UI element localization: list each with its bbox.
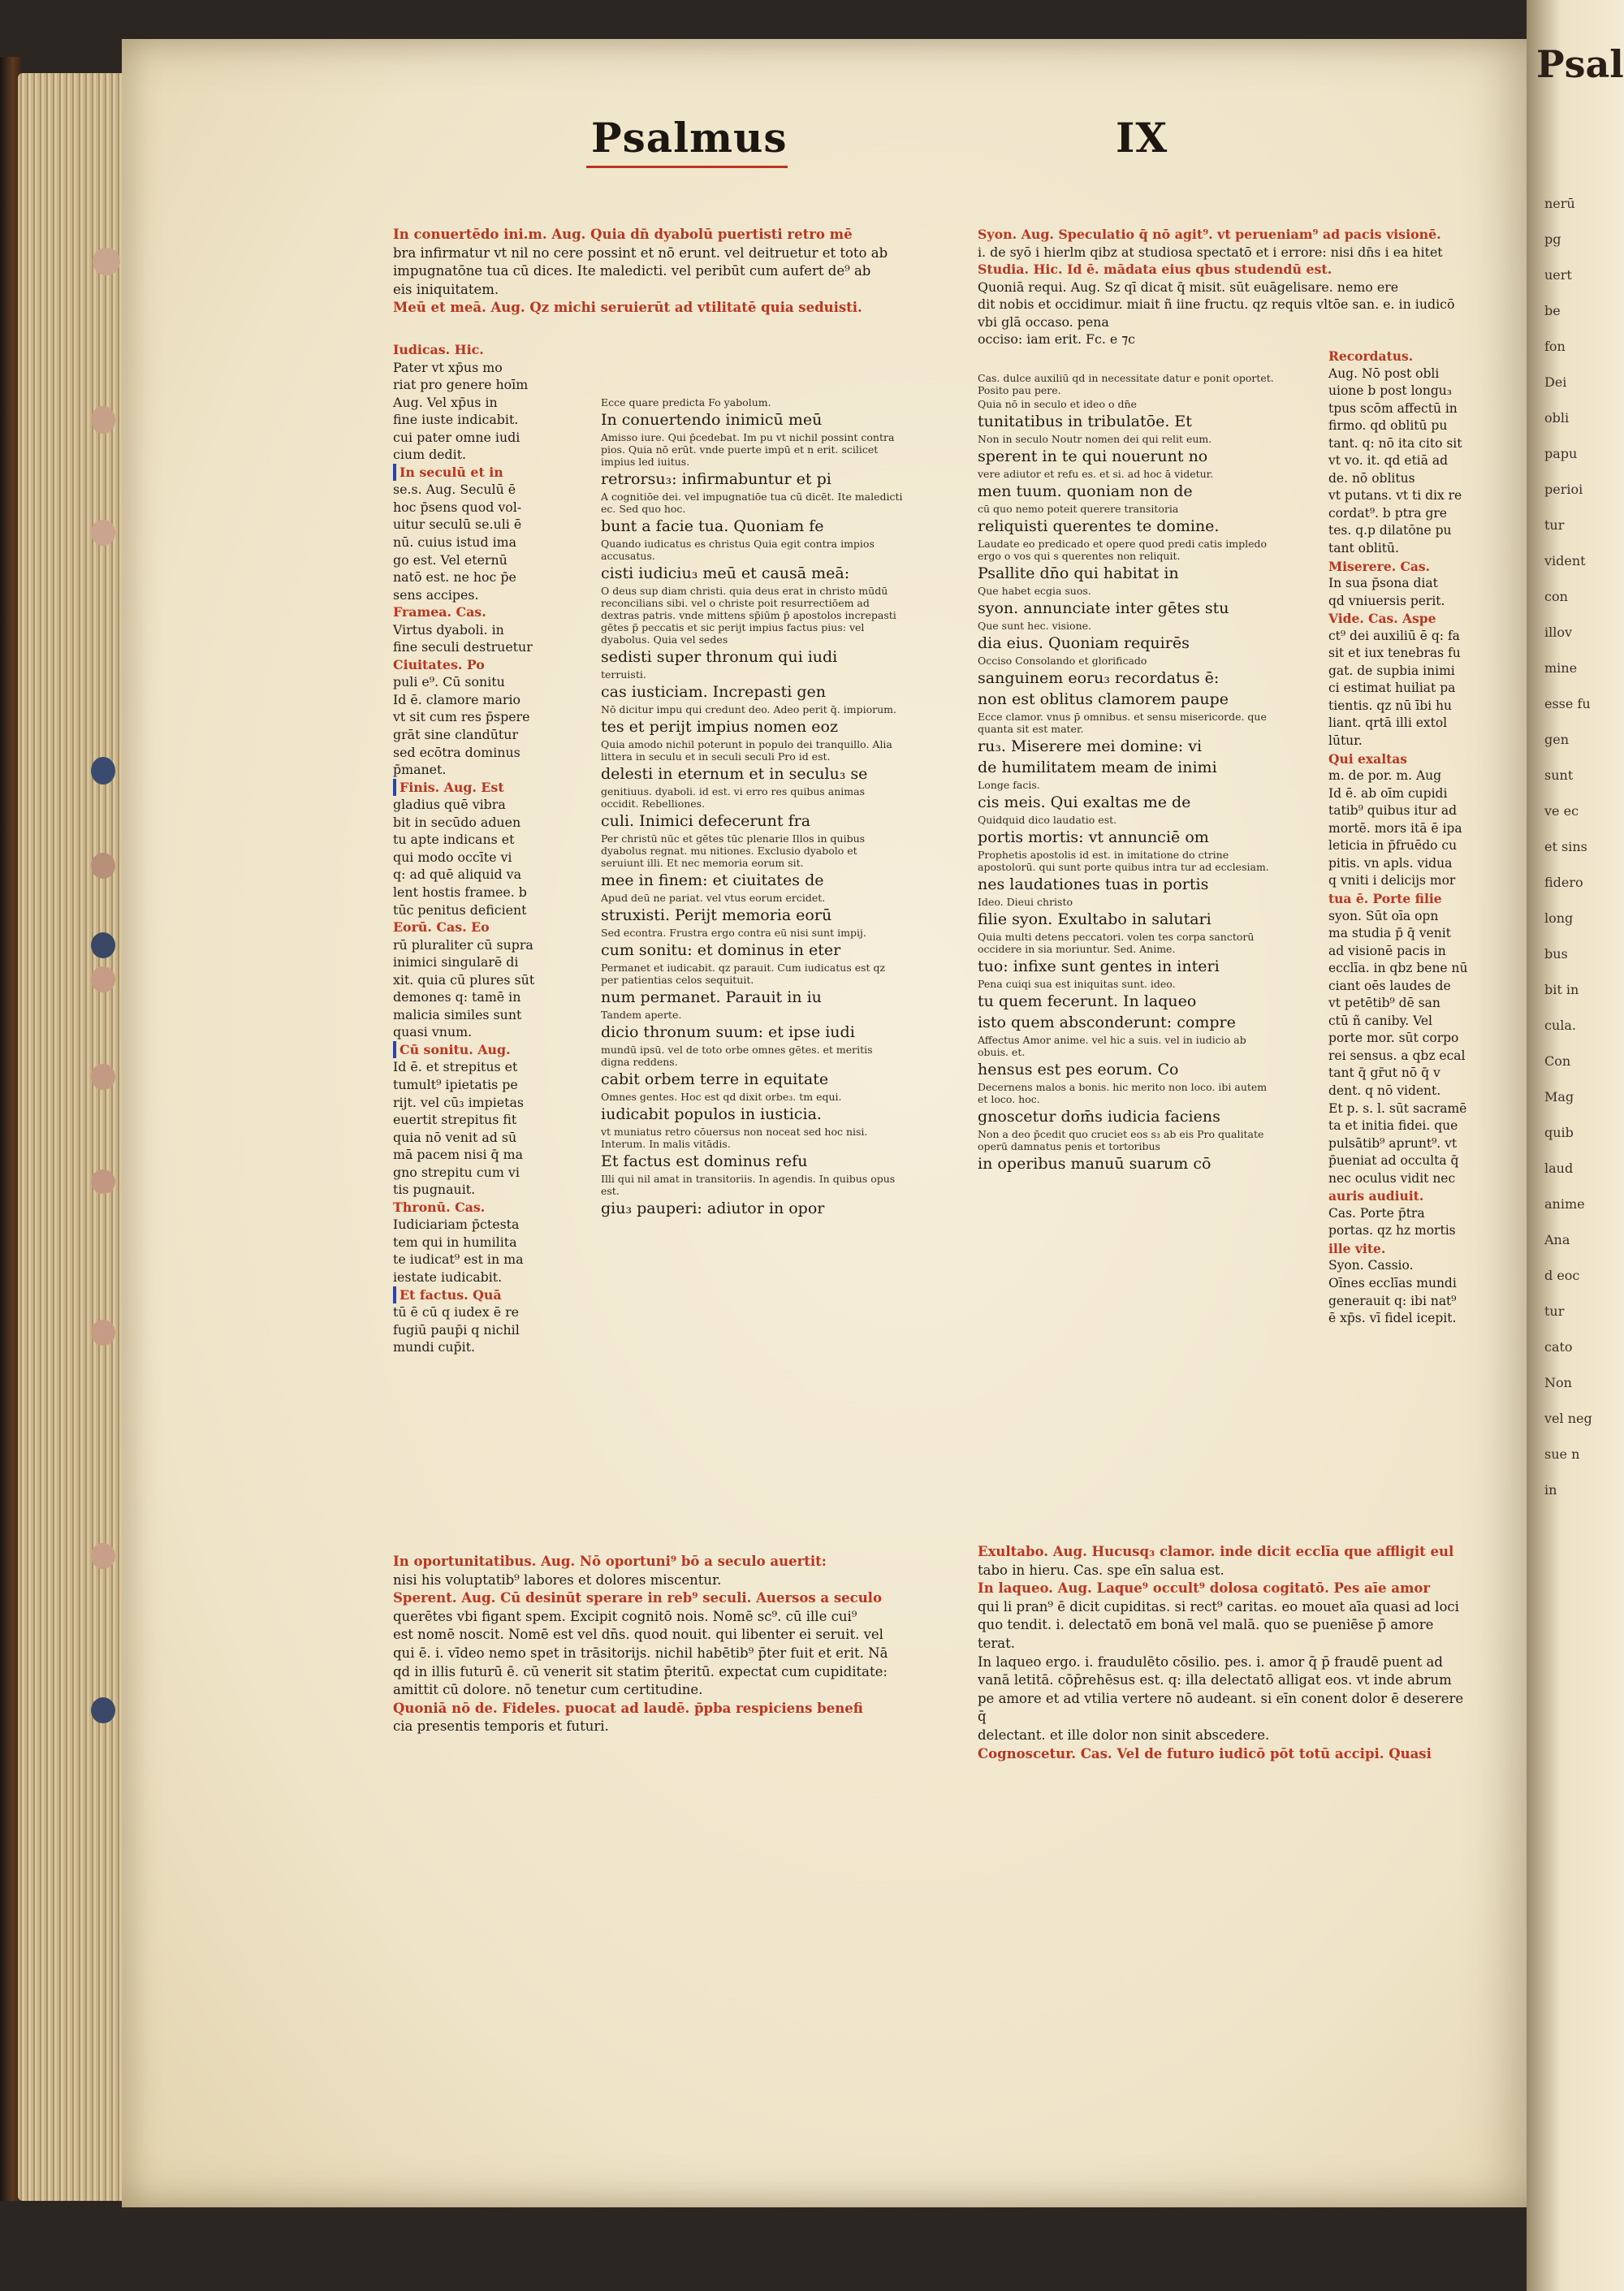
gloss-line: In seculū et in <box>393 464 555 482</box>
gloss-line: firmo. qd oblitū pu <box>1328 418 1448 434</box>
interlinear-gloss: Que habet ecgia suos. <box>978 585 1091 597</box>
interlinear-gloss: Nō dicitur impu qui credunt deo. Adeo perit q̄. impiorum. <box>601 703 896 715</box>
page-tab <box>91 932 115 958</box>
gloss-line: est nomē noscit. Nomē est vel dn̄s. quod nouit. qui libenter ei seruit. vel <box>393 1627 883 1643</box>
interlinear-gloss: A cognitiōe dei. vel impugnatiōe tua cū dicēt. Ite maledicti ec. Sed quo hoc. <box>601 491 903 515</box>
psalm-text-line: nes laudationes tuas in portis <box>978 875 1209 893</box>
page-tab <box>91 1697 115 1723</box>
next-page-fragment: Con <box>1544 1053 1571 1069</box>
next-page-fragment: cato <box>1544 1339 1573 1355</box>
interlinear-gloss: vt muniatus retro cōuersus non noceat sed hoc nisi. Interum. In malis vitādis. <box>601 1126 868 1150</box>
gloss-line: Studia. Hic. Id ē. mādata eius qbus studendū est. <box>978 262 1332 277</box>
gloss-line: fine iuste indicabit. <box>393 412 519 428</box>
psalm-text-line: iudicabit populos in iusticia. <box>601 1105 822 1123</box>
gloss-line: cium dedit. <box>393 447 467 463</box>
gloss-line: Ciuitates. Po <box>393 656 485 672</box>
gloss-line: auris audiuit. <box>1328 1188 1424 1204</box>
next-page-fragment: quib <box>1544 1125 1574 1140</box>
psalm-text-line: giu₃ pauperi: adiutor in opor <box>601 1200 825 1217</box>
gloss-line: mundi cup̄it. <box>393 1339 476 1355</box>
page-tab <box>91 966 115 992</box>
next-page-fragment: in <box>1544 1482 1557 1498</box>
next-page-fragment: vident <box>1544 553 1586 568</box>
psalm-text-line: culi. Inimici defecerunt fra <box>601 812 811 830</box>
interlinear-gloss: Omnes gentes. Hoc est qd dixit orbe₃. tm equi. <box>601 1091 842 1103</box>
gloss-line: vt sit cum res p̄spere <box>393 709 530 725</box>
gloss-line: qui ē. i. vīdeo nemo spet in trāsitorijs. nichil habētib⁹ p̄ter fuit et erit. Nā <box>393 1645 888 1661</box>
next-page-fragment: esse fu <box>1544 696 1591 711</box>
gloss-line: liant. qrtā illi extol <box>1328 715 1448 731</box>
gloss-line: pe amore et ad vtilia vertere nō audeant. si eīn conent dolor ē deserere q̄ <box>978 1690 1464 1725</box>
psalm-text-line: dia eius. Quoniam requirēs <box>978 634 1190 652</box>
gloss-line: generauit q: ibi nat⁹ <box>1328 1293 1457 1308</box>
page-tab <box>91 520 115 546</box>
gloss-line: rijt. vel cū₃ impietas <box>393 1094 525 1110</box>
gloss-line: quia nō venit ad sū <box>393 1129 517 1145</box>
gloss-line: Iudicas. Hic. <box>393 342 484 357</box>
interlinear-gloss: genitiuus. dyaboli. id est. vi erro res quibus animas occidit. Rebelliones. <box>601 785 866 810</box>
right-gloss-top <box>978 226 1475 348</box>
gloss-line: tpus scōm affectū in <box>1328 400 1458 416</box>
gloss-line: natō est. ne hoc p̄e <box>393 569 516 586</box>
gloss-line: Id ē. ab oīm cupidi <box>1328 785 1448 801</box>
gloss-line: syon. Sūt oīa opn <box>1328 908 1439 923</box>
top-left-gloss <box>393 226 913 318</box>
psalm-text-line: retrorsu₃: infirmabuntur et pi <box>601 470 831 488</box>
interlinear-gloss: Occiso Consolando et glorificado <box>978 655 1147 667</box>
gloss-line: Et factus. Quā <box>393 1286 555 1304</box>
gloss-line: nisi his voluptatib⁹ labores et dolores miscentur. <box>393 1571 722 1588</box>
psalm-text-line: bunt a facie tua. Quoniam fe <box>601 517 824 535</box>
gloss-line: q vniti i delicijs mor <box>1328 873 1456 888</box>
interlinear-gloss: mundū ipsū. vel de toto orbe omnes gētes. et meritis digna reddens. <box>601 1044 873 1068</box>
psalm-text-line: struxisti. Perijt memoria eorū <box>601 906 832 924</box>
page-tab <box>91 1543 115 1569</box>
gloss-line: xit. quia cū plures sūt <box>393 971 535 988</box>
gloss-line: tientis. qz nū ībi hu <box>1328 698 1452 713</box>
interlinear-gloss: Longe facis. <box>978 779 1040 791</box>
gloss-line: te iudicat⁹ est in ma <box>393 1251 524 1268</box>
gloss-line: de. nō oblitus <box>1328 470 1415 486</box>
page-tab <box>91 1169 115 1194</box>
psalm-text-line: isto quem absconderunt: compre <box>978 1014 1236 1031</box>
gloss-line: Cū sonitu. Aug. <box>393 1041 555 1059</box>
gloss-line: Thronū. Cas. <box>393 1199 486 1215</box>
psalm-text-line: In conuertendo inimicū meū <box>601 411 823 429</box>
psalm-text-line: Psallite dn̄o qui habitat in <box>978 564 1179 582</box>
gloss-line: Et p. s. l. sūt sacramē <box>1328 1100 1467 1116</box>
next-page-fragment: ve ec <box>1544 803 1579 819</box>
interlinear-gloss: Illi qui nil amat in transitoriis. In agendis. In quibus opus est. <box>601 1173 896 1197</box>
gloss-line: cia presentis temporis et futuri. <box>393 1718 609 1735</box>
gloss-line: cui pater omne iudi <box>393 429 520 445</box>
gloss-line: sit et iux tenebras fu <box>1328 646 1461 661</box>
psalm-text-line: men tuum. quoniam non de <box>978 482 1193 500</box>
interlinear-gloss: Ecce quare predicta Fo yabolum. <box>601 396 771 408</box>
next-page-fragment: nerū <box>1544 196 1575 211</box>
gloss-line: uione b post longu₃ <box>1328 383 1452 399</box>
interlinear-gloss: Apud deū ne pariat. vel vtus eorum ercidet. <box>601 892 826 904</box>
next-page-fragment: gen <box>1544 732 1570 747</box>
gloss-line: vt vo. it. qd etiā ad <box>1328 453 1449 469</box>
left-gloss-column <box>393 341 555 1356</box>
psalm-text-line: syon. annunciate inter gētes stu <box>978 599 1229 617</box>
psalm-text-line: cabit orbem terre in equitate <box>601 1070 829 1088</box>
gloss-line: gladius quē vibra <box>393 797 506 813</box>
gloss-line: ctū ñ caniby. Vel <box>1328 1013 1432 1028</box>
gloss-line: Finis. Aug. Est <box>393 779 555 797</box>
gloss-line: inimici singularē di <box>393 954 519 970</box>
interlinear-gloss: cū quo nemo poteit querere transitoria <box>978 503 1179 515</box>
gloss-line: dent. q nō vident. <box>1328 1083 1441 1098</box>
next-page-fragment: d eoc <box>1544 1268 1580 1283</box>
gloss-line: tant. q: nō ita cito sit <box>1328 435 1462 451</box>
gloss-line: qd vniuersis perit. <box>1328 593 1445 608</box>
interlinear-gloss: Non in seculo Noutr nomen dei qui relit eum. <box>978 433 1212 445</box>
gloss-line: fine seculi destruetur <box>393 639 533 655</box>
gloss-line: nec oculus vidit nec <box>1328 1170 1456 1186</box>
gloss-line: vt petētib⁹ dē san <box>1328 996 1440 1011</box>
gloss-line: occiso: iam erit. Fc. e ⁊c <box>978 331 1135 347</box>
next-page-fragment: laud <box>1544 1161 1574 1176</box>
gloss-line: tabo in hieru. Cas. spe eīn salua est. <box>978 1562 1224 1578</box>
page-tab <box>91 1064 115 1090</box>
gloss-line: Oīnes ecclīas mundi <box>1328 1275 1457 1290</box>
gloss-line: hoc p̄sens quod vol- <box>393 499 522 515</box>
psalm-text-line: tes et perijt impius nomen eoz <box>601 718 838 736</box>
gloss-line: Syon. Aug. Speculatio q̄ nō agit⁹. vt perueniam⁹ ad pacis visionē. <box>978 227 1441 242</box>
interlinear-text-column-1 <box>601 396 903 1220</box>
gloss-line: quasi vnum. <box>393 1024 473 1040</box>
gloss-line: pulsātib⁹ aprunt⁹. vt <box>1328 1135 1458 1151</box>
gloss-line: eis iniquitatem. <box>393 281 499 297</box>
gloss-line: Framea. Cas. <box>393 604 486 620</box>
gloss-line: Qui exaltas <box>1328 750 1408 767</box>
gloss-line: iestate iudicabit. <box>393 1269 503 1285</box>
next-page-fragment: uert <box>1544 267 1572 283</box>
next-page-edge <box>1527 0 1624 2291</box>
gloss-line: go est. Vel eternū <box>393 551 508 568</box>
bottom-right-gloss <box>978 1543 1475 1763</box>
gloss-line: Recordatus. <box>1328 348 1414 364</box>
gloss-line: tūc penitus deficient <box>393 901 527 918</box>
page-tab <box>91 1320 115 1346</box>
gloss-line: ci estimat huiliat pa <box>1328 681 1456 696</box>
gloss-line: porte mor. sūt corpo <box>1328 1031 1459 1046</box>
next-page-fragment: long <box>1544 910 1574 926</box>
psalm-text-line: sperent in te qui nouerunt no <box>978 447 1208 465</box>
next-page-fragment: be <box>1544 303 1561 318</box>
gloss-line: tū ē cū q iudex ē re <box>393 1304 519 1321</box>
gloss-line: grāt sine clandūtur <box>393 727 519 743</box>
gloss-line: tu apte indicans et <box>393 832 515 848</box>
gloss-line: tua ē. Porte filie <box>1328 890 1442 906</box>
gloss-line: Iudiciariam p̄ctesta <box>393 1217 520 1233</box>
gloss-line: pitis. vn apls. vidua <box>1328 855 1453 871</box>
psalm-text-line: tu quem fecerunt. In laqueo <box>978 992 1197 1010</box>
gloss-line: Vide. Cas. Aspe <box>1328 611 1436 627</box>
gloss-line: uitur seculū se.uli ē <box>393 517 522 533</box>
page-title: Psalmus <box>591 114 788 162</box>
psalm-text-line: cis meis. Qui exaltas me de <box>978 793 1191 811</box>
gloss-line: Sperent. Aug. Cū desinūt sperare in reb⁹ seculi. Auersos a seculo <box>393 1590 882 1606</box>
page-tab <box>91 757 115 785</box>
interlinear-gloss: Amisso iure. Qui p̄cedebat. Im pu vt nichil possint contra pios. Quia nō erūt. vnde puerte impū et n erit. scilicet impius led iuitus. <box>601 431 895 468</box>
next-page-fragment: vel neg <box>1544 1411 1592 1426</box>
next-page-fragment: Dei <box>1544 374 1567 390</box>
gloss-line: gno strepitu cum vi <box>393 1164 520 1180</box>
interlinear-gloss: vere adiutor et refu es. et si. ad hoc ā videtur. <box>978 468 1214 480</box>
psalm-text-line: filie syon. Exultabo in salutari <box>978 910 1212 928</box>
gloss-line: tem qui in humilita <box>393 1234 517 1250</box>
interlinear-gloss: Quia nō in seculo et ideo o dn̄e <box>978 398 1137 410</box>
gloss-line: euertit strepitus fit <box>393 1112 517 1128</box>
next-page-fragment: papu <box>1544 446 1578 461</box>
next-page-fragment: sue n <box>1544 1446 1580 1462</box>
gloss-line: Virtus dyaboli. in <box>393 621 504 638</box>
right-gloss-column <box>1328 348 1475 1328</box>
gloss-line: cordat⁹. b ptra gre <box>1328 505 1447 521</box>
next-page-fragment: Non <box>1544 1375 1572 1390</box>
page-edges <box>18 73 132 2201</box>
psalm-text-line: sedisti super thronum qui iudi <box>601 648 838 666</box>
gloss-line: tumult⁹ ipietatis pe <box>393 1076 518 1092</box>
gloss-line: In sua p̄sona diat <box>1328 576 1438 591</box>
gloss-line: rū pluraliter cū supra <box>393 936 533 953</box>
gloss-line: ma studia p̄ q̄ venit <box>1328 926 1451 941</box>
gloss-line: rei sensus. a qbz ecal <box>1328 1048 1466 1063</box>
gloss-line: vt putans. vt ti dix re <box>1328 488 1462 504</box>
gloss-line: lūtur. <box>1328 733 1363 749</box>
interlinear-gloss: Ideo. Dieui christo <box>978 896 1073 908</box>
psalm-text-line: Et factus est dominus refu <box>601 1152 808 1170</box>
page-number: IX <box>1116 114 1168 162</box>
gloss-line: Syon. Cassio. <box>1328 1258 1414 1273</box>
page-tab <box>91 853 115 879</box>
interlinear-gloss: Pena cuiqi sua est iniquitas sunt. ideo. <box>978 978 1176 990</box>
interlinear-gloss: terruisti. <box>601 668 646 681</box>
psalm-text-line: tunitatibus in tribulatōe. Et <box>978 413 1192 430</box>
psalm-text-line: cisti iudiciu₃ meū et causā meā: <box>601 564 850 582</box>
interlinear-gloss: Permanet et iudicabit. qz parauit. Cum iudicatus est qz per patientias celos sequituit. <box>601 962 886 986</box>
next-page-fragment: con <box>1544 589 1568 604</box>
next-page-fragment: anime <box>1544 1196 1585 1212</box>
next-page-fragment: illov <box>1544 625 1573 640</box>
gloss-line: Id ē. clamore mario <box>393 691 521 707</box>
psalm-text-line: tuo: infixe sunt gentes in interi <box>978 957 1220 975</box>
interlinear-gloss: Sed econtra. Frustra ergo contra eū nisi sunt impij. <box>601 927 866 939</box>
psalm-text-line: non est oblitus clamorem paupe <box>978 690 1229 708</box>
psalm-text-line: de humilitatem meam de inimi <box>978 759 1217 776</box>
psalm-text-line: reliquisti querentes te domine. <box>978 517 1220 535</box>
gloss-line: portas. qz hz mortis <box>1328 1223 1456 1238</box>
psalm-text-line: mee in finem: et ciuitates de <box>601 871 824 889</box>
page-tab <box>93 248 120 275</box>
psalm-text-line: portis mortis: vt annunciē om <box>978 828 1209 846</box>
gloss-line: vanā letitā. cōp̄rehēsus est. q: illa delectatō alligat eos. vt inde abrum <box>978 1672 1452 1688</box>
psalm-text-line: delesti in eternum et in seculu₃ se <box>601 765 868 783</box>
next-page-fragment: mine <box>1544 660 1578 676</box>
interlinear-gloss: Non a deo p̄cedit quo cruciet eos s₃ ab eis Pro qualitate operū damnatus penis et tortoribus <box>978 1128 1264 1152</box>
gloss-line: Eorū. Cas. Eo <box>393 919 490 936</box>
next-page-fragment: fon <box>1544 339 1566 354</box>
gloss-line: malicia similes sunt <box>393 1006 522 1022</box>
gloss-line: i. de syō i hierlm qibz at studiosa spectatō et i errore: nisi dn̄s i ea hitet <box>978 244 1443 260</box>
next-page-fragment: Ana <box>1544 1232 1570 1247</box>
gloss-line: gat. de supbia inimi <box>1328 663 1455 678</box>
next-page-fragment: Mag <box>1544 1089 1574 1104</box>
gloss-line: lent hostis framee. b <box>393 884 527 900</box>
gloss-line: q: ad quē aliquid va <box>393 867 521 883</box>
gloss-line: tes. q.p dilatōne pu <box>1328 523 1452 538</box>
gloss-line: tis pugnauit. <box>393 1182 476 1198</box>
gloss-line: sens accipes. <box>393 586 479 603</box>
psalm-text-line: gnoscetur dom̄s iudicia faciens <box>978 1108 1220 1126</box>
gloss-line: mā pacem nisi q̄ ma <box>393 1147 524 1163</box>
gloss-line: tant oblitū. <box>1328 541 1399 556</box>
gloss-line: Miserere. Cas. <box>1328 558 1430 574</box>
gloss-line: In oportunitatibus. Aug. Nō oportuni⁹ bō a seculo auertit: <box>393 1554 827 1569</box>
gloss-line: vbi glā occaso. pena <box>978 313 1109 330</box>
gloss-line: se.s. Aug. Seculū ē <box>393 482 516 498</box>
gloss-line: querētes vbi figant spem. Excipit cognitō nois. Nomē sc⁹. cū ille cui⁹ <box>393 1608 857 1624</box>
next-page-fragment: bit in <box>1544 982 1579 997</box>
next-page-fragment: et sins <box>1544 839 1587 854</box>
gloss-line: dit nobis et occidimur. miait ñ iine fructu. qz requis vltōe san. e. in iudicō <box>978 296 1455 312</box>
interlinear-gloss: Quando iudicatus es christus Quia egit contra impios accusatus. <box>601 538 875 562</box>
gloss-line: riat pro genere hoīm <box>393 377 529 393</box>
interlinear-gloss: Prophetis apostolis id est. in imitatione do ctrine apostolorū. qui sunt porte quibus intra tur ad ecclesiam. <box>978 849 1269 873</box>
next-page-fragment: fidero <box>1544 875 1583 890</box>
interlinear-gloss: Laudate eo predicado et opere quod predi catis impledo ergo o vos qui s querentes non reliquit. <box>978 538 1268 562</box>
next-page-fragment: perioi <box>1544 482 1583 497</box>
gloss-line: nū. cuius istud ima <box>393 534 517 551</box>
next-page-fragment: tur <box>1544 1303 1565 1319</box>
gloss-line: ecclīa. in qbz bene nū <box>1328 961 1468 976</box>
interlinear-gloss: Quidquid dico laudatio est. <box>978 814 1117 826</box>
psalm-text-line: hensus est pes eorum. Co <box>978 1061 1179 1078</box>
gloss-line: qui li pran⁹ ē dicit cupiditas. si rect⁹ caritas. eo mouet aīa quasi ad loci <box>978 1598 1459 1615</box>
gloss-line: bit in secūdo aduen <box>393 814 521 830</box>
gloss-line: ille vite. <box>1328 1240 1386 1256</box>
psalm-text-line: in operibus manuū suarum cō <box>978 1155 1212 1173</box>
gloss-line: In laqueo. Aug. Laque⁹ occult⁹ dolosa cogitatō. Pes aīe amor <box>978 1580 1431 1597</box>
interlinear-text-column-2 <box>978 372 1280 1175</box>
gloss-line: ct⁹ dei auxiliū ē q: fa <box>1328 628 1460 643</box>
interlinear-gloss: O deus sup diam christi. quia deus erat in christo mūdū reconcilians sibi. vel o christe poit resurrectiōem ad dextras patris. vnde mittens sp̄iūm p̄ apostolos increpasti gētes p̄ peccatis et sic perijt impius factus pius: vel dyabolus. Quia vel sedes <box>601 585 896 646</box>
gloss-line: In conuertēdo ini.m. Aug. Quia dn̄ dyabolū puertisti retro mē <box>393 227 853 242</box>
gloss-line: qui modo occīte vi <box>393 849 512 865</box>
interlinear-gloss: Affectus Amor anime. vel hic a suis. vel in iudicio ab obuis. et. <box>978 1034 1246 1058</box>
interlinear-gloss: Decernens malos a bonis. hic merito non loco. ibi autem et loco. hoc. <box>978 1081 1268 1105</box>
gloss-line: bra infirmatur vt nil no cere possint et nō erunt. vel deitruetur et toto ab <box>393 244 888 261</box>
gloss-line: Aug. Vel xp̄us in <box>393 394 498 410</box>
psalm-text-line: sanguinem eoru₃ recordatus ē: <box>978 669 1220 687</box>
next-page-fragment: tur <box>1544 517 1565 533</box>
gloss-line: fugiū paup̄i q nichil <box>393 1321 520 1338</box>
gloss-line: Aug. Nō post obli <box>1328 365 1440 381</box>
gloss-line: ad visionē pacis in <box>1328 943 1446 958</box>
next-page-fragment: sunt <box>1544 767 1574 783</box>
gloss-line: Exultabo. Aug. Hucusq₃ clamor. inde dicit ecclīa que affligit eul <box>978 1544 1454 1559</box>
next-page-fragment: bus <box>1544 946 1568 962</box>
gloss-line: puli e⁹. Cū sonitu <box>393 674 505 690</box>
page-tab <box>91 406 115 434</box>
gloss-line: tatib⁹ quibus itur ad <box>1328 803 1458 819</box>
gloss-line: sed ecōtra dominus <box>393 744 520 760</box>
gloss-line: demones q: tamē in <box>393 989 521 1005</box>
interlinear-gloss: Tandem aperte. <box>601 1009 682 1021</box>
gloss-line: Cas. Porte p̄tra <box>1328 1205 1425 1221</box>
interlinear-gloss: Per christū nūc et gētes tūc plenarie Illos in quibus dyabolus regnat. mu nitiones. Exclusio dyabolo et seruiunt illi. Et nec memoria eorum sit. <box>601 832 866 869</box>
gloss-line: m. de por. m. Aug <box>1328 768 1442 784</box>
interlinear-gloss: Ecce clamor. vnus p̄ omnibus. et sensu misericorde. que quanta sit est mater. <box>978 711 1267 735</box>
psalm-text-line: cas iusticiam. Increpasti gen <box>601 683 827 701</box>
next-page-fragment: pg <box>1544 231 1561 247</box>
next-page-fragment: obli <box>1544 410 1570 426</box>
gloss-line: mortē. mors itā ē ipa <box>1328 820 1462 836</box>
gloss-line: qd in illis futurū ē. cū venerit sit statim p̄teritū. expectat cum cupiditate: <box>393 1663 888 1679</box>
interlinear-gloss: Quia amodo nichil poterunt in populo dei tranquillo. Alia littera in seculu et in seculi seculi Pro id est. <box>601 738 892 763</box>
gloss-line: impugnatōne tua cū dices. Ite maledicti. vel peribūt cum aufert de⁹ ab <box>393 263 871 279</box>
psalm-text-line: ru₃. Miserere mei domine: vi <box>978 737 1203 755</box>
gloss-line: In laqueo ergo. i. fraudulēto cōsilio. pes. i. amor q̄ p̄ fraudē puent ad <box>978 1653 1443 1670</box>
next-page-title: Psal <box>1536 42 1624 86</box>
gloss-line: p̄ueniat ad occulta q̄ <box>1328 1153 1459 1169</box>
gloss-line: ciant oēs laudes de <box>1328 978 1451 993</box>
gloss-line: delectant. et ille dolor non sinit abscedere. <box>978 1727 1270 1743</box>
bottom-left-gloss <box>393 1553 913 1736</box>
psalm-text-line: num permanet. Parauit in iu <box>601 988 822 1006</box>
gloss-line: amittit cū dolore. nō tenetur cum certitudine. <box>393 1682 703 1698</box>
gloss-line: ē xp̄s. vī fidel icepit. <box>1328 1311 1457 1326</box>
gloss-line: p̄manet. <box>393 762 447 778</box>
gloss-line: Pater vt xp̄us mo <box>393 359 503 375</box>
next-page-fragment: cula. <box>1544 1018 1577 1033</box>
gloss-line: leticia in p̄fruēdo cu <box>1328 838 1458 854</box>
interlinear-gloss: Cas. dulce auxiliū qd in necessitate datur e ponit oportet. Posito pau pere. <box>978 372 1274 396</box>
gloss-line: tant q̄ gr̄ut nō q̄ v <box>1328 1066 1440 1081</box>
psalm-text-line: cum sonitu: et dominus in eter <box>601 941 841 959</box>
gloss-line: Id ē. et strepitus et <box>393 1059 518 1075</box>
gloss-line: Cognoscetur. Cas. Vel de futuro iudicō pōt totū accipi. Quasi <box>978 1745 1432 1761</box>
interlinear-gloss: Quia multi detens peccatori. volen tes corpa sanctorū occidere in sia moriuntur. Sed. Anime. <box>978 931 1255 955</box>
gloss-line: ta et initia fidei. que <box>1328 1118 1458 1134</box>
interlinear-gloss: Que sunt hec. visione. <box>978 620 1091 632</box>
gloss-line: quo tendit. i. delectatō em bonā vel malā. quo se pueniēse p̄ amore terat. <box>978 1617 1434 1651</box>
gloss-line: Quoniā nō de. Fideles. puocat ad laudē. p̄pba respiciens benefi <box>393 1700 863 1716</box>
gloss-line: Meū et meā. Aug. Qz michi seruierūt ad vtilitatē quia seduisti. <box>393 300 862 316</box>
psalm-text-line: dicio thronum suum: et ipse iudi <box>601 1023 855 1041</box>
gloss-line: Quoniā requi. Aug. Sz qī dicat q̄ misit. sūt euāgelisare. nemo ere <box>978 279 1399 295</box>
